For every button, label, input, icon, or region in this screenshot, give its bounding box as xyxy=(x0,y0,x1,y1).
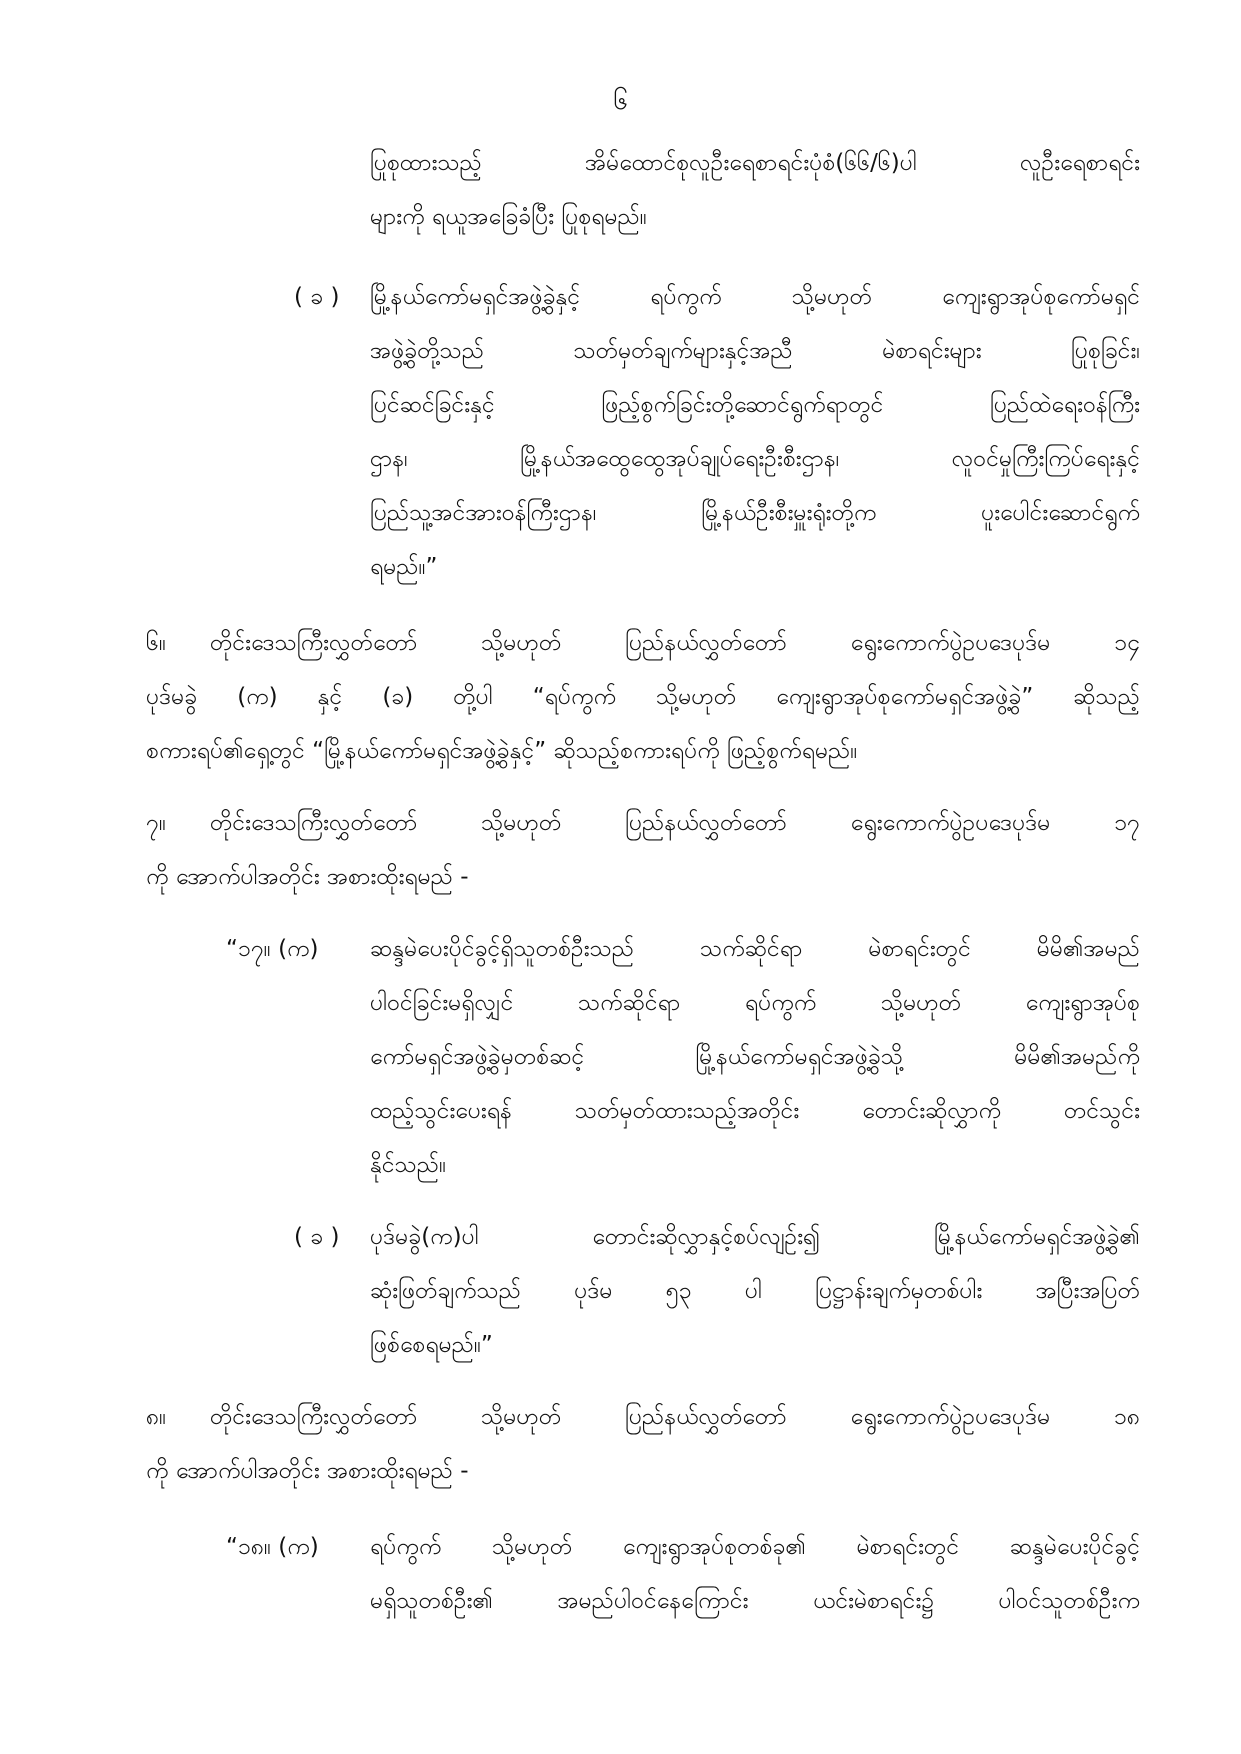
section-number: ၇။ xyxy=(146,810,166,836)
text-line: တိုင်းဒေသကြီးလွှတ်တော် သို့မဟုတ် ပြည်နယ်လွှတ်တော် ရွေးကောက်ပွဲဥပဒေပုဒ်မ ၁၇ xyxy=(210,810,1140,836)
clause-marker: “၁၈။ (က) xyxy=(226,1534,319,1560)
text-line: ပုဒ်မခွဲ(က)ပါ တောင်းဆိုလွှာနှင့်စပ်လျဉ်း၍ မြို့နယ်ကော်မရှင်အဖွဲ့ခွဲ၏ xyxy=(370,1224,1140,1250)
clause-18-ka xyxy=(370,1520,1140,1628)
text-line: ကို အောက်ပါအတိုင်း အစားထိုးရမည် - xyxy=(146,864,469,890)
text-line: ဌာန၊ မြို့နယ်အထွေထွေအုပ်ချုပ်ရေးဦးစီးဌာန၊ လူဝင်မှုကြီးကြပ်ရေးနှင့် xyxy=(370,446,1140,472)
text-line: တိုင်းဒေသကြီးလွှတ်တော် သို့မဟုတ် ပြည်နယ်လွှတ်တော် ရွေးကောက်ပွဲဥပဒေပုဒ်မ ၁၈ xyxy=(210,1404,1140,1430)
text-line: ဖြစ်စေရမည်။” xyxy=(370,1332,493,1358)
section-6-paragraph xyxy=(146,616,1140,778)
section-7-paragraph xyxy=(146,796,1140,904)
text-line: ပါဝင်ခြင်းမရှိလျှင် သက်ဆိုင်ရာ ရပ်ကွက် သို့မဟုတ် ကျေးရွာအုပ်စု xyxy=(370,990,1140,1016)
text-line: နိုင်သည်။ xyxy=(370,1152,447,1178)
section-number: ၈။ xyxy=(146,1404,167,1430)
text-line: တိုင်းဒေသကြီးလွှတ်တော် သို့မဟုတ် ပြည်နယ်လွှတ်တော် ရွေးကောက်ပွဲဥပဒေပုဒ်မ ၁၄ xyxy=(210,630,1140,656)
text-line: ကို အောက်ပါအတိုင်း အစားထိုးရမည် - xyxy=(146,1458,469,1484)
text-line: များကို ရယူအခြေခံပြီး ပြုစုရမည်။ xyxy=(370,204,647,230)
clause-marker: ( ခ ) xyxy=(294,284,340,310)
clause-marker: “၁၇။ (က) xyxy=(226,936,319,962)
text-line: ကော်မရှင်အဖွဲ့ခွဲမှတစ်ဆင့် မြို့နယ်ကော်မရှင်အဖွဲ့ခွဲသို့ မိမိ၏အမည်ကို xyxy=(370,1044,1140,1070)
text-line: ပြည်သူ့အင်အားဝန်ကြီးဌာန၊ မြို့နယ်ဦးစီးမှူးရုံးတို့က ပူးပေါင်းဆောင်ရွက် xyxy=(370,500,1140,526)
section-8-paragraph xyxy=(146,1390,1140,1498)
text-line: မရှိသူတစ်ဦး၏ အမည်ပါဝင်နေကြောင်း ယင်းမဲစာရင်း၌ ပါဝင်သူတစ်ဦးက xyxy=(370,1588,1140,1614)
clause-marker: ( ခ ) xyxy=(294,1224,340,1250)
page-number: ၆ xyxy=(613,86,628,116)
sub-clause-kha xyxy=(370,270,1140,594)
intro-paragraph xyxy=(370,136,1140,244)
text-line: ဆုံးဖြတ်ချက်သည် ပုဒ်မ ၅၃ ပါ ပြဋ္ဌာန်းချက်မှတစ်ပါး အပြီးအပြတ် xyxy=(370,1278,1140,1304)
text-line: ပြုစုထားသည့် အိမ်ထောင်စုလူဦးရေစာရင်းပုံစံ(၆၆/၆)ပါ လူဦးရေစာရင်း xyxy=(370,150,1140,176)
text-line: ရပ်ကွက် သို့မဟုတ် ကျေးရွာအုပ်စုတစ်ခု၏ မဲစာရင်းတွင် ဆန္ဒမဲပေးပိုင်ခွင့် xyxy=(370,1534,1140,1560)
text-line: ပုဒ်မခွဲ (က) နှင့် (ခ) တို့ပါ “ရပ်ကွက် သို့မဟုတ် ကျေးရွာအုပ်စုကော်မရှင်အဖွဲ့ခွဲ” ဆိုသည့် xyxy=(146,684,1140,710)
section-number: ၆။ xyxy=(146,630,166,656)
text-line: ဆန္ဒမဲပေးပိုင်ခွင့်ရှိသူတစ်ဦးသည် သက်ဆိုင်ရာ မဲစာရင်းတွင် မိမိ၏အမည် xyxy=(370,936,1140,962)
text-line: ရမည်။” xyxy=(370,554,438,580)
text-line: မြို့နယ်ကော်မရှင်အဖွဲ့ခွဲနှင့် ရပ်ကွက် သို့မဟုတ် ကျေးရွာအုပ်စုကော်မရှင် xyxy=(370,284,1140,310)
text-line: အဖွဲ့ခွဲတို့သည် သတ်မှတ်ချက်များနှင့်အညီ မဲစာရင်းများ ပြုစုခြင်း၊ xyxy=(370,338,1140,364)
text-line: ထည့်သွင်းပေးရန် သတ်မှတ်ထားသည့်အတိုင်း တောင်းဆိုလွှာကို တင်သွင်း xyxy=(370,1098,1140,1124)
text-line: ပြင်ဆင်ခြင်းနှင့် ဖြည့်စွက်ခြင်းတို့ဆောင်ရွက်ရာတွင် ပြည်ထဲရေးဝန်ကြီး xyxy=(370,392,1140,418)
clause-17-ka xyxy=(370,922,1140,1192)
clause-17-kha xyxy=(370,1210,1140,1372)
text-line: စကားရပ်၏ရှေ့တွင် “မြို့နယ်ကော်မရှင်အဖွဲ့ခွဲနှင့်” ဆိုသည့်စကားရပ်ကို ဖြည့်စွက်ရမည်။ xyxy=(146,738,858,764)
